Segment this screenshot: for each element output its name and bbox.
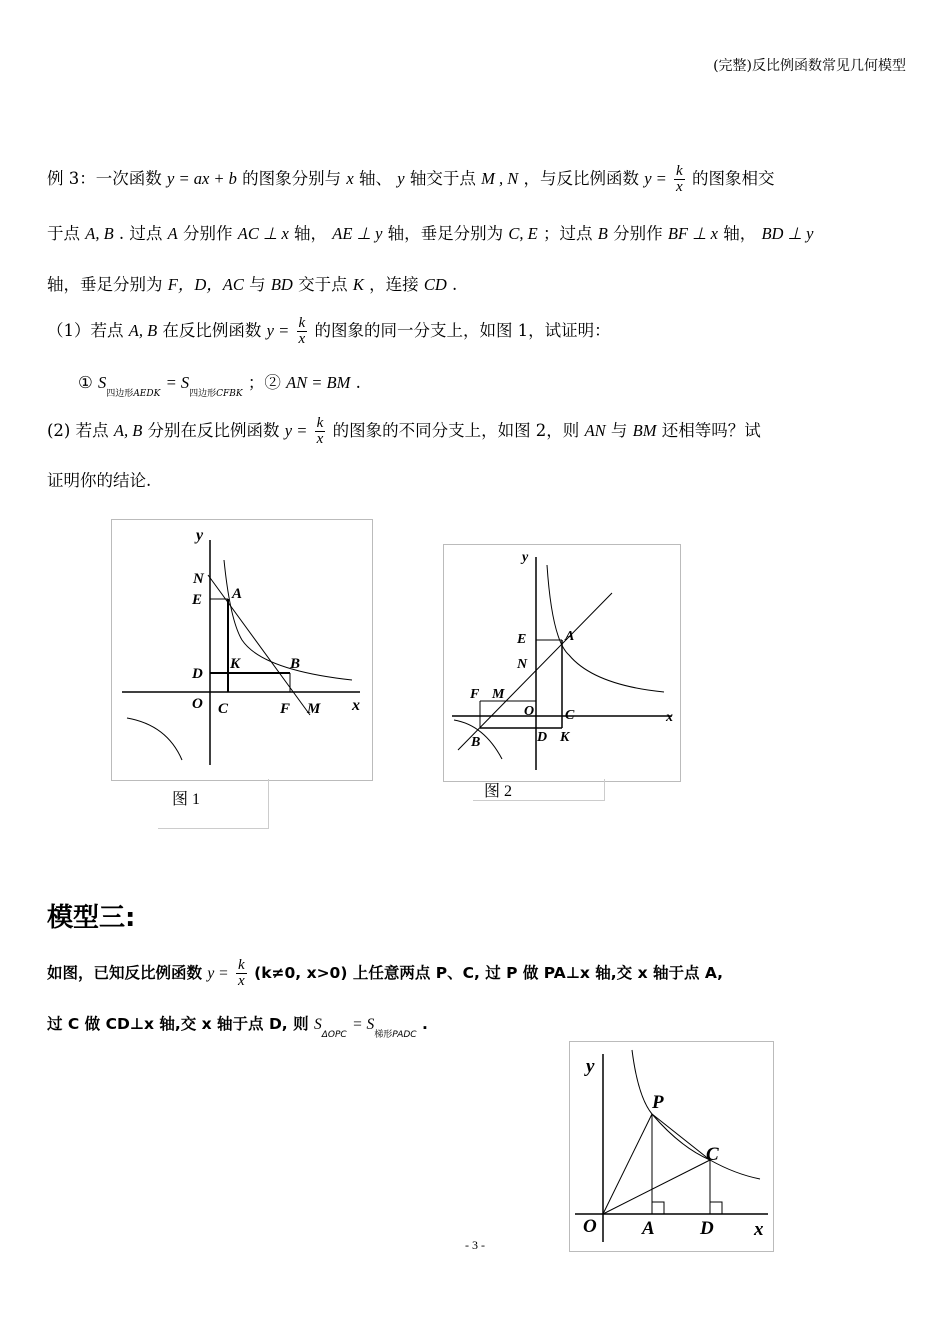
- part1-formula: [78, 369, 361, 399]
- label-D: D: [537, 730, 548, 745]
- text: 与: [610, 421, 628, 440]
- label-A: A: [232, 586, 243, 602]
- math: x: [346, 169, 354, 188]
- label-C: C: [565, 708, 575, 723]
- math: = S: [352, 1016, 375, 1033]
- label-P: P: [652, 1092, 664, 1113]
- math: y =: [644, 169, 667, 188]
- subscript: 四边形CFBK: [189, 389, 243, 399]
- example3-line2: [47, 220, 813, 244]
- label-M: M: [307, 701, 321, 717]
- right-angle-d: [710, 1202, 722, 1214]
- part1-line: [47, 316, 611, 347]
- label-x: x: [666, 710, 673, 725]
- text: ，与反比例函数: [523, 169, 639, 188]
- text: 的图象的同一分支上，如图 1，试证明：: [314, 321, 611, 340]
- text: 的图象的不同分支上，如图 2，则: [332, 421, 580, 440]
- fraction-k-over-x: $\frac{k}{x}$: [676, 163, 683, 195]
- example3-line3: [47, 271, 457, 295]
- math: K: [352, 275, 364, 294]
- text: 轴，垂足分别为: [387, 224, 504, 243]
- text: 分别作: [613, 224, 663, 243]
- math: BM: [632, 421, 657, 440]
- math: F，D，AC: [167, 275, 244, 294]
- text: .: [355, 373, 361, 392]
- label-B: B: [471, 735, 481, 750]
- math: M , N: [481, 169, 519, 188]
- segment-oc: [603, 1160, 710, 1214]
- right-angle-a: [652, 1202, 664, 1214]
- part2-line2: [47, 467, 151, 491]
- math: A: [167, 224, 178, 243]
- math: AC ⊥ x: [237, 224, 289, 243]
- label-x: x: [754, 1219, 764, 1240]
- text: 如图，已知反比例函数: [47, 964, 203, 982]
- text: ；过点: [543, 224, 593, 243]
- text: 例 3：一次函数: [47, 169, 162, 188]
- text: .: [421, 1015, 428, 1033]
- page-number: - 3 -: [465, 1238, 485, 1252]
- label-M: M: [492, 687, 505, 702]
- text: (2) 若点: [47, 421, 109, 440]
- label-y: y: [196, 527, 204, 544]
- label-y: y: [522, 550, 529, 565]
- subscript: 四边形AEDK: [106, 389, 161, 399]
- label-C: C: [706, 1144, 719, 1165]
- page-header: (完整)反比例函数常见几何模型: [713, 58, 906, 74]
- model3-heading: 模型三:: [47, 903, 136, 933]
- label-A: A: [565, 629, 575, 644]
- figure-3: [569, 1041, 774, 1252]
- text: 的图象相交: [691, 169, 775, 188]
- math: AN: [584, 421, 606, 440]
- text: 轴，垂足分别为: [47, 275, 163, 294]
- math: CD: [423, 275, 447, 294]
- math: AN = BM: [286, 373, 351, 392]
- label-x: x: [352, 697, 360, 714]
- math: BF ⊥ x: [667, 224, 718, 243]
- figure-2-caption: 图 2: [484, 783, 513, 800]
- figure-1-diagram: [112, 520, 372, 780]
- text: 证明你的结论.: [47, 471, 152, 490]
- text: 的图象分别与: [242, 169, 342, 188]
- math: B: [597, 224, 608, 243]
- label-E: E: [517, 632, 527, 647]
- text: 还相等吗？试: [661, 421, 761, 440]
- label-N: N: [517, 657, 528, 672]
- label-D: D: [700, 1218, 714, 1239]
- math: y =: [207, 965, 229, 982]
- hyperbola-branch-3: [127, 718, 182, 760]
- text: 在反比例函数: [162, 321, 262, 340]
- label-D: D: [192, 666, 203, 682]
- model3-line1: [47, 958, 723, 989]
- math: S: [98, 373, 107, 392]
- text: ，连接: [369, 275, 419, 294]
- label-E: E: [192, 592, 203, 608]
- circle-one: ①: [78, 373, 93, 392]
- math: AE ⊥ y: [332, 224, 383, 243]
- hyperbola-branch-1: [224, 560, 352, 680]
- label-N: N: [193, 571, 204, 587]
- text: (k≠0, x>0) 上任意两点 P、C, 过 P 做 PA⊥x 轴,交 x 轴于点 A,: [254, 964, 724, 982]
- math: C, E: [508, 224, 538, 243]
- figure-1-caption: 图 1: [172, 791, 201, 808]
- text: 分别在反比例函数: [147, 421, 280, 440]
- fraction-k-over-x: $\frac{k}{x}$: [298, 315, 306, 347]
- text: .: [452, 275, 458, 294]
- math: A, B: [128, 321, 158, 340]
- label-K: K: [230, 656, 241, 672]
- math: A, B: [113, 421, 143, 440]
- text: 于点: [47, 224, 80, 243]
- label-O: O: [583, 1216, 597, 1237]
- label-F: F: [470, 687, 480, 702]
- text: 交于点: [298, 275, 348, 294]
- text: 与: [249, 275, 266, 294]
- label-y: y: [586, 1056, 595, 1077]
- figure-2: [443, 544, 681, 782]
- math: BD: [270, 275, 293, 294]
- label-C: C: [218, 701, 229, 717]
- fraction-k-over-x: $\frac{k}{x}$: [316, 415, 324, 447]
- figure-1: [111, 519, 373, 781]
- label-O: O: [192, 696, 203, 712]
- math: y =: [284, 421, 308, 440]
- math: A, B: [85, 224, 114, 243]
- line-mn: [208, 575, 310, 715]
- math: S: [314, 1016, 322, 1033]
- text: ；②: [247, 373, 281, 392]
- text: 轴、: [359, 169, 392, 188]
- label-O: O: [524, 704, 535, 719]
- text: . 过点: [118, 224, 163, 243]
- math: = S: [165, 373, 190, 392]
- math: y =: [266, 321, 290, 340]
- text: 分别作: [183, 224, 233, 243]
- label-K: K: [560, 730, 570, 745]
- figure-2-diagram: [444, 545, 680, 781]
- math: BD ⊥ y: [761, 224, 814, 243]
- label-A: A: [642, 1218, 655, 1239]
- text: 轴，: [723, 224, 757, 243]
- segment-op: [603, 1114, 652, 1214]
- subscript: 梯形PADC: [374, 1030, 417, 1040]
- text: 轴，: [294, 224, 328, 243]
- label-B: B: [290, 656, 301, 672]
- text: 过 C 做 CD⊥x 轴,交 x 轴于点 D, 则: [47, 1015, 309, 1033]
- text: 轴交于点: [409, 169, 476, 188]
- figure-3-diagram: [570, 1042, 773, 1251]
- label-F: F: [280, 701, 291, 717]
- math: y: [397, 169, 405, 188]
- segment-pc: [652, 1114, 710, 1160]
- subscript: ΔOPC: [321, 1030, 347, 1040]
- text: （1）若点: [47, 321, 124, 340]
- fraction-k-over-x: $\frac{k}{x}$: [238, 957, 245, 989]
- example3-line1: [47, 164, 774, 195]
- part2-line1: [47, 416, 761, 447]
- math: y = ax + b: [167, 169, 237, 188]
